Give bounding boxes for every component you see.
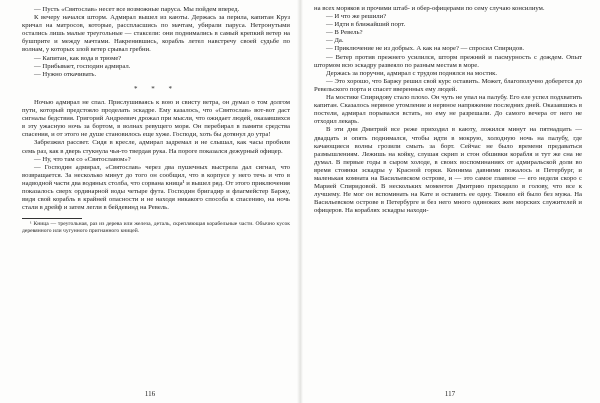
footnote: ¹ Кница — треугольная, раз из дерева или железа, деталь, скрепляющая корабельные части. Обычно кусок деревянного или чугунного пригнанного кницей. <box>22 221 290 235</box>
paragraph: — Господин адмирал, «Святослав» через два пушечных выстрела дал сигнал, что возвращается. За несколько минут до того он сообщил, что в корпусе у него течь и что в надводной части два водяных столба, что сорвана кница¹ и вышел ряд. От этого приключения показалось сверх ординарной воды четыре фута. Господин бригадир и флагмейстер Баржу, видя свой корабль в крайней опасности и не находя никакого способа к спасению, на ночь стали в дрейф и затем легли в бейдевинд на Ревель. <box>22 163 290 212</box>
paragraph: Держась за поручни, адмирал с трудом поднялся на мостик. <box>326 69 498 77</box>
paragraph: Забрезжил рассвет. Сидя в кресле, адмирал задремал и не слышал, как часы пробили семь раз, как в дверь стукнула чья-то твердая рука. На пороге показался дежурный офицер. <box>22 139 290 155</box>
paragraph: — Капитан, как вода в трюме? <box>34 54 122 62</box>
paragraph: На мостике Спиридову стало плохо. Он чуть не упал на палубу. Его еле успел подхватить капитан. Сказалось нервное утомление и нервное напряжение последних дней. Оказавшись в постели, адмирал порывался встать, но ему не разрешали. До самого вечера от него не отходил лекарь. <box>314 94 582 126</box>
paragraph: В эти дни Дмитрий все реже приходил в каюту, ложился минут на пятнадцать — двадцать и опять поднимался, чтобы идти в мокрую, холодную ночь на палубу, где качающиеся волны грозили смыть за борт. Сейчас не было времени предаваться размышлениям. Лежишь на койку, слушая скрип и стон обшивки корабля и тут же сна не думал. В первые годы в сыром холоде, в своих воспоминаниях от адмиральской доли во время стоянки эскадры у Красной горки. Кеннима давними пожалось и Петербург, и маленькая комната на Васильевском острове, и — это самое главное — его неделя скоро с Марией Спиридовой. В нескольких моментов Дмитрию приходило в голову, что все к лучшему. Не мог он вспоминать на Кате и оставить ее одну. Тяжело ей было без мужа. На Васильевском острове в Петербурге и без него много одиноких жен морских служителей и офицеров. На кораблях эскадры находи- <box>314 126 582 215</box>
paragraph: — И что же решили? <box>326 13 387 21</box>
paragraph: К вечеру начался шторм. Адмирал вышел из каюты. Держась за перила, капитан Круз кричал на матросов, которые, расспласшись по мачтам, убирали паруса. Нетронутыми остались лишь малые треугольные — стаксели: они поднимались в самый крепкий ветер на бушприте и между мачтами. Накренившись, корабль летел навстречу своей судьбе по волнам, у которых злой ветер срывал гребни. <box>22 14 290 54</box>
paragraph: Ночью адмирал не спал. Прислушиваясь к вою и свисту ветра, он думал о том долгом пути, который предстояло проделать эскадре. Ему казалось, что «Святослав» вот-вот даст сигналы бедствия. Григорий Андреевич дрожал при мысли, что ожидает людей, оказавшихся в эту ужасную ночь за бортом, в волнах ревущего моря. Он перебирал в памяти средства спасения, и от этого не душе становилось еще хуже. Господи, хоть бы дотянул до утра! <box>22 98 290 139</box>
paragraph: — Ну, что там со «Святославом»? <box>34 155 131 163</box>
left-text-block-b <box>22 99 290 212</box>
paragraph: — Ветер против прежнего усилился, шторм прежний и пасмурность с дождем. Опыт штормом всю эскадру развеяло по разным местам в море. <box>314 53 582 69</box>
paragraph: — Приключение не из добрых. А как на море? — спросил Спиридов. <box>326 45 525 53</box>
page-number: 116 <box>144 389 156 398</box>
paragraph: — В Ревель? <box>326 29 363 37</box>
paragraph: — Да. <box>326 37 344 45</box>
right-page <box>300 0 600 403</box>
section-break: * * * <box>134 84 178 93</box>
left-text-block-a <box>22 6 290 79</box>
footnote-divider <box>22 218 82 219</box>
paragraph: — Идти в ближайший порт. <box>326 21 406 29</box>
paragraph: — Нужно откачивать. <box>34 70 97 78</box>
paragraph: — Это хорошо, что Баржу решил свой курс оставить. Может, благополучно доберется до Ревельского порта и спасет вверенных ему людей. <box>314 77 582 93</box>
paragraph: — Прибывает, господин адмирал. <box>34 62 131 70</box>
paragraph: на всех моряков и прочими штаб- и обер-офицерами по сему случаю консилиум. <box>314 5 545 12</box>
paragraph: — Пусть «Святослав» несет все возможные паруса. Мы пойдем вперед. <box>34 6 240 13</box>
page-number: 117 <box>444 389 456 398</box>
